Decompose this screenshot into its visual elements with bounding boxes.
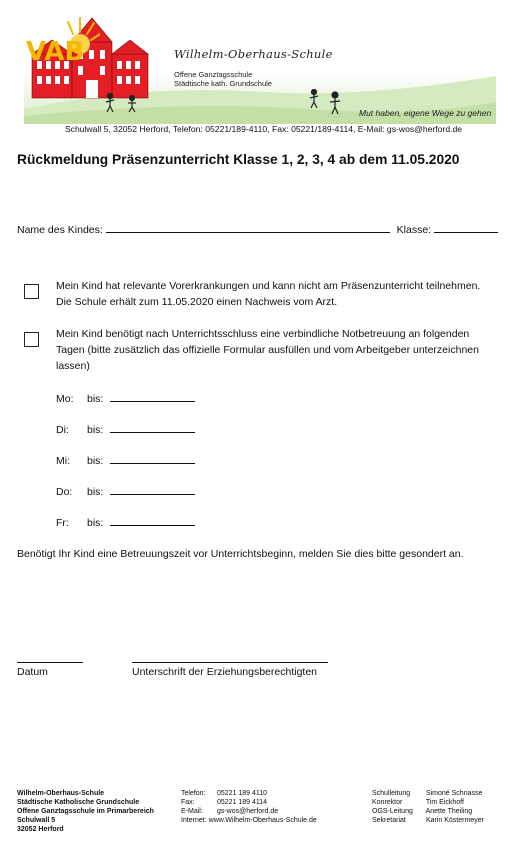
school-name: Wilhelm-Oberhaus-Schule [174, 47, 333, 61]
footer-contact-row [181, 807, 317, 816]
until-label: bis: [87, 424, 104, 436]
pre-existing-condition-text: Mein Kind hat relevante Vorerkrankungen und kann nicht am Präsenzunterricht teilnehmen. Die Schule erhält zum 11.05.2020 einen Nachweis vom Arzt. [56, 280, 481, 308]
day-row-thursday [56, 483, 195, 498]
footer-staff-role: Schulleitung [372, 790, 411, 797]
school-subtitle [174, 70, 272, 88]
day-label: Fr: [56, 517, 69, 529]
footer-contact-label: Fax: [181, 799, 195, 806]
footer-school-block [17, 789, 154, 834]
footer-staff-block [372, 789, 484, 825]
date-label: Datum [17, 666, 48, 678]
time-field[interactable] [110, 390, 195, 402]
until-label: bis: [87, 455, 104, 467]
footer-school-line: Offene Ganztagsschule im Primarbereich [17, 808, 154, 815]
footer-email-link[interactable]: gs-wos@herford.de [216, 808, 279, 815]
school-motto: Mut haben, eigene Wege zu gehen [359, 108, 492, 118]
until-label: bis: [87, 393, 104, 405]
signature-line[interactable] [132, 662, 328, 663]
footer-contact-label: Telefon: [181, 790, 206, 797]
pre-existing-condition-checkbox[interactable] [24, 284, 39, 299]
day-row-wednesday [56, 452, 195, 467]
until-label: bis: [87, 517, 104, 529]
child-name-row [17, 221, 498, 236]
emergency-care-text: Mein Kind benötigt nach Unterrichtsschluss eine verbindliche Notbetreuung an folgenden Tagen (bitte zusätzlich das offizielle Formular ausfüllen und vom Arbeitgeber unterzeichnen lassen) [56, 328, 479, 372]
class-label: Klasse: [396, 224, 432, 236]
footer-staff-row [372, 789, 484, 798]
footer-staff-role: OGS-Leitung [372, 808, 413, 815]
day-row-monday [56, 390, 195, 405]
time-field[interactable] [110, 421, 195, 433]
emergency-care-checkbox[interactable] [24, 332, 39, 347]
footer-school-line: Städtische Katholische Grundschule [17, 799, 140, 806]
footer-school-line: 32052 Herford [17, 826, 64, 833]
time-field[interactable] [110, 514, 195, 526]
footer-staff-role: Sekretariat [372, 817, 406, 824]
footer-contact-row [181, 789, 317, 798]
vab-logo-text: VAB [26, 37, 85, 67]
footer-contact-value: 05221 189 4114 [216, 799, 268, 806]
footer-contact-value: 05221 189 4110 [216, 790, 268, 797]
footer-staff-role: Konrektor [372, 799, 403, 806]
footer-staff-row [372, 798, 484, 807]
early-care-note: Benötigt Ihr Kind eine Betreuungszeit vor Unterrichtsbeginn, melden Sie dies bitte gesondert an. [17, 548, 464, 560]
time-field[interactable] [110, 483, 195, 495]
footer-contact-row [181, 798, 317, 807]
time-field[interactable] [110, 452, 195, 464]
footer-contact-label: Internet: [181, 817, 207, 824]
footer-contact-row [181, 816, 317, 825]
footer-staff-name: Karin Köstermeyer [425, 817, 484, 824]
letterhead-banner [24, 14, 496, 124]
footer-contact-label: E-Mail: [181, 808, 203, 815]
footer-school-line: Schulwall 5 [17, 817, 56, 824]
day-label: Mi: [56, 455, 70, 467]
signature-label: Unterschrift der Erziehungsberechtigten [132, 666, 318, 678]
day-row-friday [56, 514, 195, 529]
day-label: Do: [56, 486, 73, 498]
until-label: bis: [87, 486, 104, 498]
vab-logo-icon [24, 14, 100, 70]
footer-staff-name: Tim Eickhoff [425, 799, 464, 806]
day-label: Di: [56, 424, 69, 436]
footer-website-link[interactable]: www.Wilhelm-Oberhaus-Schule.de [208, 817, 317, 824]
day-row-tuesday [56, 421, 195, 436]
class-field[interactable] [434, 221, 498, 233]
child-name-label: Name des Kindes: [17, 224, 103, 236]
day-label: Mo: [56, 393, 74, 405]
school-subtitle-line-1: Offene Ganztagsschule [174, 70, 253, 79]
date-line[interactable] [17, 662, 83, 663]
letterhead-address: Schulwall 5, 32052 Herford, Telefon: 05221/189-4110, Fax: 05221/189-4114, E-Mail: gs-wos@herford.de [64, 124, 463, 134]
page-title: Rückmeldung Präsenzunterricht Klasse 1, 2, 3, 4 ab dem 11.05.2020 [17, 152, 460, 167]
school-subtitle-line-2: Städtische kath. Grundschule [174, 79, 272, 88]
child-name-field[interactable] [106, 221, 390, 233]
footer-staff-row [372, 816, 484, 825]
footer-staff-name: Anette Theiling [425, 808, 473, 815]
footer-school-line: Wilhelm-Oberhaus-Schule [17, 790, 105, 797]
footer-contact-block [181, 789, 317, 825]
footer-staff-name: Simoné Schnasse [425, 790, 483, 797]
footer-staff-row [372, 807, 484, 816]
